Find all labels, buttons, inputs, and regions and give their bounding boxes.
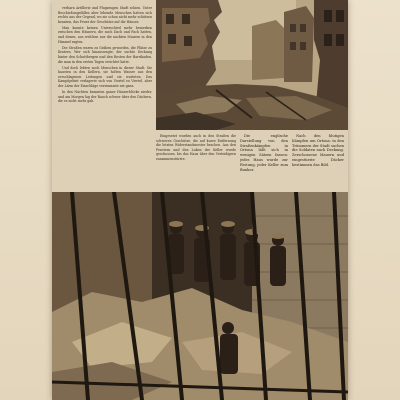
paragraph: In den Nächten brannten ganze Häuserblöcke nieder, und am Morgen lag der Rauch schwer über den Dächern, die es nicht mehr gab. [58,90,152,104]
paragraph: verbarn Artillerie und Flugzeugen Stadt schien. Unter Beschießungsfällen aber lebende Menschen hatten sich rechts aus der Gegend, wo sie schon nicht mehr schützen konnten, das Feuer der Geschütze auf die Häuser. [58,6,152,24]
article-column-2 [156,134,236,186]
photo-ruined-street [156,0,348,130]
article-column-1 [58,6,152,186]
paragraph: Nach den blutigen Kämpfen um Ortona: in den Trümmern der Stadt suchen die Soldaten nach Deckung. Zerschossene Mauern und eingestürzte Dächer bestimmen das Bild. [292,134,344,167]
paragraph: Die Straßen waren zu Gräben geworden, die Plätze zu Kratern. Wer sich hinauswagte, der suchte Deckung hinter den Schuttbergen und den Resten der Barrikaden, die man in den ersten Tagen errichtet hatte. [58,45,152,64]
article-column-3 [240,134,288,186]
paragraph: Eingesetzt wurden auch in den Straßen die schweren Geschütze, die auf kurze Entfernung die letzten Widerstandsnester brachen. Aus den Fenstern und den Luken der Keller wurde geschossen, bis das Haus über den Verteidigern zusammenstürzte. [156,134,236,161]
paragraph: Die englische Darstellung von den Straßenkämpfen in Ortona läßt sich in wenigen Sätzen fassen: jedes Haus wurde zur Festung, jeder Keller zum Bunker. [240,134,288,172]
paragraph: Und doch lebten noch Menschen in dieser Stadt. Sie hausten in den Kellern, sie holten Wasser aus den zerschlagenen Leitungen und sie warteten. Das Kampfgebiet verlagerte sich von Viertel zu Viertel, aber der Lärm der Einschläge verstummte nie ganz. [58,65,152,88]
photo-soldiers-behind-bars [52,192,348,400]
soldiers-illustration [52,192,348,400]
paragraph: Man konnte keinen Unterschied mehr bemerken zwischen den Häusern, die noch Dach und Fach hatten, und denen, aus welchen nur die nackten Mauern in den Himmel ragten. [58,25,152,44]
magazine-page [52,0,348,400]
ruins-illustration [156,0,348,130]
article-column-4 [292,134,344,186]
